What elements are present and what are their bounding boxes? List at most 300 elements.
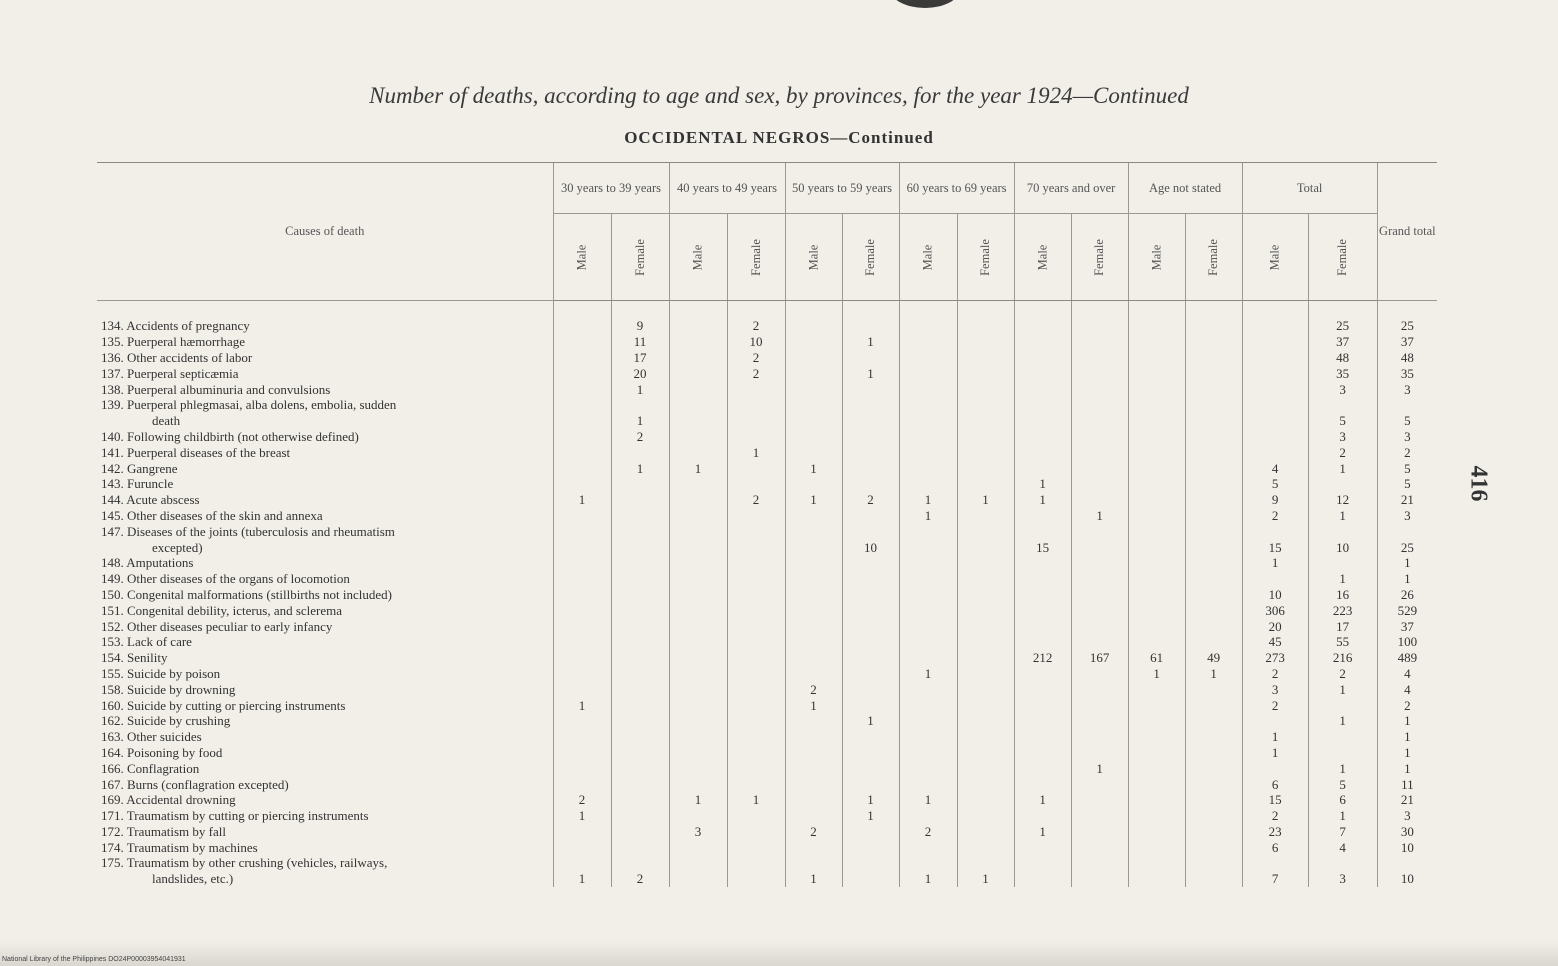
count-cell: 1 (899, 492, 957, 508)
count-cell: 10 (727, 334, 785, 350)
count-cell: 7 (1308, 824, 1377, 840)
count-cell: 1 (1014, 492, 1071, 508)
grand-total-cell: 489 (1377, 650, 1437, 666)
cause-cell: 143. Furuncle (101, 476, 174, 492)
count-cell (785, 792, 842, 808)
grand-total-cell: 5 (1377, 413, 1437, 429)
count-cell: 1 (957, 871, 1014, 887)
count-cell (1128, 460, 1185, 476)
count-cell: 61 (1128, 650, 1185, 666)
grand-total-cell: 30 (1377, 824, 1437, 840)
count-cell (957, 365, 1014, 381)
count-cell (1128, 618, 1185, 634)
count-cell (899, 618, 957, 634)
count-cell (957, 681, 1014, 697)
count-cell (1128, 839, 1185, 855)
count-cell (1071, 413, 1128, 429)
count-cell (669, 381, 727, 397)
grand-total-cell: 37 (1377, 334, 1437, 350)
count-cell (1014, 713, 1071, 729)
count-cell (957, 587, 1014, 603)
count-cell (957, 334, 1014, 350)
grand-total-cell: 21 (1377, 792, 1437, 808)
table-row (97, 413, 1437, 429)
count-cell (785, 508, 842, 524)
count-cell (727, 587, 785, 603)
count-cell (842, 413, 899, 429)
cause-cell: 158. Suicide by drowning (101, 681, 236, 697)
count-cell (611, 634, 669, 650)
cause-cell: 149. Other diseases of the organs of locomotion (101, 571, 350, 587)
count-cell (957, 429, 1014, 445)
count-cell: 1 (553, 697, 611, 713)
count-cell (957, 555, 1014, 571)
count-cell: 1 (611, 413, 669, 429)
count-cell (1014, 618, 1071, 634)
count-cell: 1 (1071, 760, 1128, 776)
count-cell (842, 729, 899, 745)
count-cell (669, 808, 727, 824)
grand-total-cell (1377, 397, 1437, 413)
count-cell (1128, 587, 1185, 603)
male-label: Male (574, 244, 589, 270)
count-cell (727, 666, 785, 682)
count-cell (1242, 365, 1308, 381)
count-cell (669, 429, 727, 445)
grand-total-cell: 35 (1377, 365, 1437, 381)
grand-total-cell: 1 (1377, 555, 1437, 571)
count-cell (1185, 839, 1242, 855)
count-cell (727, 523, 785, 539)
cause-cell: 167. Burns (conflagration excepted) (101, 776, 289, 792)
table-row (97, 555, 1437, 571)
count-cell (669, 365, 727, 381)
count-cell (1185, 792, 1242, 808)
count-cell (727, 855, 785, 871)
grand-total-cell: 48 (1377, 350, 1437, 366)
count-cell (1185, 776, 1242, 792)
count-cell (1014, 634, 1071, 650)
count-cell (611, 444, 669, 460)
count-cell (1071, 523, 1128, 539)
count-cell (899, 713, 957, 729)
count-cell (727, 745, 785, 761)
count-cell (842, 745, 899, 761)
count-cell (1128, 539, 1185, 555)
count-cell (1014, 350, 1071, 366)
count-cell (611, 587, 669, 603)
count-cell: 1 (785, 460, 842, 476)
count-cell (553, 539, 611, 555)
count-cell: 4 (1242, 460, 1308, 476)
female-label: Female (978, 238, 993, 276)
count-cell (785, 745, 842, 761)
count-cell (1014, 555, 1071, 571)
count-cell (611, 666, 669, 682)
count-cell: 4 (1308, 839, 1377, 855)
count-cell (1242, 301, 1308, 334)
count-cell (553, 460, 611, 476)
count-cell (727, 539, 785, 555)
count-cell (669, 871, 727, 887)
cause-cell: 152. Other diseases peculiar to early infancy (101, 618, 333, 634)
count-cell (553, 745, 611, 761)
table-row (97, 824, 1437, 840)
count-cell (957, 839, 1014, 855)
cause-cell: death (152, 413, 181, 429)
count-cell (1071, 301, 1128, 334)
count-cell (842, 571, 899, 587)
causes-header: Causes of death (97, 163, 553, 301)
count-cell: 2 (785, 824, 842, 840)
count-cell (957, 650, 1014, 666)
count-cell (1071, 397, 1128, 413)
count-cell (727, 760, 785, 776)
cause-cell: 142. Gangrene (101, 460, 178, 476)
count-cell (842, 460, 899, 476)
count-cell (1185, 429, 1242, 445)
count-cell (1014, 760, 1071, 776)
count-cell (1128, 697, 1185, 713)
count-cell (1071, 429, 1128, 445)
count-cell (1242, 855, 1308, 871)
count-cell (842, 301, 899, 334)
count-cell (1014, 334, 1071, 350)
count-cell (1128, 602, 1185, 618)
count-cell (1128, 334, 1185, 350)
count-cell (957, 808, 1014, 824)
count-cell (1308, 523, 1377, 539)
count-cell: 1 (1071, 508, 1128, 524)
count-cell (1185, 365, 1242, 381)
count-cell (611, 650, 669, 666)
cause-cell: 163. Other suicides (101, 729, 202, 745)
count-cell (1128, 301, 1185, 334)
table-header (97, 163, 1437, 301)
grand-total-cell: 1 (1377, 745, 1437, 761)
count-cell: 1 (1242, 745, 1308, 761)
count-cell (1014, 776, 1071, 792)
page-subtitle: OCCIDENTAL NEGROS—Continued (624, 128, 934, 147)
count-cell: 1 (1308, 460, 1377, 476)
count-cell (842, 634, 899, 650)
count-cell (842, 381, 899, 397)
male-header (1128, 214, 1185, 301)
count-cell: 10 (1308, 539, 1377, 555)
count-cell: 1 (553, 808, 611, 824)
count-cell: 1 (1014, 824, 1071, 840)
count-cell (1014, 444, 1071, 460)
count-cell: 2 (727, 492, 785, 508)
female-header (957, 214, 1014, 301)
count-cell (553, 334, 611, 350)
count-cell (1185, 413, 1242, 429)
count-cell (842, 429, 899, 445)
count-cell (899, 350, 957, 366)
female-label: Female (632, 238, 647, 276)
count-cell (669, 350, 727, 366)
count-cell (553, 571, 611, 587)
count-cell: 2 (899, 824, 957, 840)
count-cell (957, 444, 1014, 460)
count-cell: 1 (1242, 555, 1308, 571)
count-cell (1071, 792, 1128, 808)
count-cell (899, 681, 957, 697)
count-cell (669, 301, 727, 334)
count-cell (1071, 855, 1128, 871)
count-cell (1185, 381, 1242, 397)
count-cell (1242, 429, 1308, 445)
count-cell (553, 365, 611, 381)
grand-total-cell: 5 (1377, 476, 1437, 492)
count-cell: 1 (785, 492, 842, 508)
count-cell (611, 571, 669, 587)
count-cell: 3 (669, 824, 727, 840)
count-cell (611, 508, 669, 524)
count-cell (727, 555, 785, 571)
count-cell (899, 697, 957, 713)
count-cell (1071, 618, 1128, 634)
count-cell (899, 745, 957, 761)
count-cell: 2 (611, 429, 669, 445)
count-cell (842, 666, 899, 682)
count-cell (1242, 760, 1308, 776)
count-cell (899, 460, 957, 476)
count-cell (957, 381, 1014, 397)
count-cell (957, 476, 1014, 492)
grand-total-cell: 2 (1377, 444, 1437, 460)
count-cell (727, 729, 785, 745)
count-cell (1185, 444, 1242, 460)
count-cell (842, 776, 899, 792)
grand-total-cell: 37 (1377, 618, 1437, 634)
count-cell (1014, 429, 1071, 445)
table-row (97, 745, 1437, 761)
cause-cell: 148. Amputations (101, 555, 194, 571)
count-cell (1242, 713, 1308, 729)
grand-total-cell: 3 (1377, 381, 1437, 397)
count-cell (1014, 602, 1071, 618)
count-cell (785, 650, 842, 666)
count-cell (785, 381, 842, 397)
count-cell (957, 460, 1014, 476)
male-header (1242, 214, 1308, 301)
count-cell: 11 (611, 334, 669, 350)
count-cell (785, 555, 842, 571)
age-group-header: 50 years to 59 years (785, 163, 899, 214)
count-cell: 9 (611, 301, 669, 334)
count-cell (785, 571, 842, 587)
table-row (97, 808, 1437, 824)
count-cell (899, 444, 957, 460)
count-cell (553, 301, 611, 334)
grand-total-cell: 1 (1377, 760, 1437, 776)
count-cell (611, 476, 669, 492)
grand-total-header: Grand total (1377, 163, 1437, 301)
count-cell (1071, 776, 1128, 792)
count-cell (1242, 381, 1308, 397)
grand-total-cell: 529 (1377, 602, 1437, 618)
page-title: Number of deaths, according to age and sex, by provinces, for the year 1924—Continued (369, 83, 1189, 108)
count-cell: 2 (727, 301, 785, 334)
count-cell (1185, 301, 1242, 334)
count-cell: 2 (1242, 697, 1308, 713)
count-cell (1185, 618, 1242, 634)
count-cell (669, 681, 727, 697)
cause-cell: 145. Other diseases of the skin and annexa (101, 507, 323, 523)
count-cell (553, 397, 611, 413)
table-row (97, 476, 1437, 492)
count-cell (842, 444, 899, 460)
cause-cell: 137. Puerperal septicæmia (101, 365, 239, 381)
table-row (97, 460, 1437, 476)
count-cell: 1 (785, 697, 842, 713)
count-cell (1128, 381, 1185, 397)
count-cell: 2 (1308, 444, 1377, 460)
count-cell: 6 (1242, 839, 1308, 855)
count-cell (899, 397, 957, 413)
count-cell: 55 (1308, 634, 1377, 650)
count-cell: 1 (727, 444, 785, 460)
cause-cell: 139. Puerperal phlegmasai, alba dolens, embolia, sudden (101, 397, 397, 413)
count-cell (1014, 365, 1071, 381)
count-cell (1071, 492, 1128, 508)
count-cell (1185, 745, 1242, 761)
count-cell (727, 429, 785, 445)
grand-total-cell: 26 (1377, 587, 1437, 603)
count-cell: 10 (842, 539, 899, 555)
count-cell (553, 634, 611, 650)
count-cell (1242, 571, 1308, 587)
count-cell (842, 697, 899, 713)
count-cell: 16 (1308, 587, 1377, 603)
table-row (97, 301, 1437, 334)
count-cell: 45 (1242, 634, 1308, 650)
table-row (97, 350, 1437, 366)
count-cell (842, 681, 899, 697)
count-cell: 2 (727, 365, 785, 381)
count-cell (611, 492, 669, 508)
count-cell (842, 350, 899, 366)
count-cell (669, 697, 727, 713)
count-cell: 15 (1014, 539, 1071, 555)
count-cell (727, 839, 785, 855)
count-cell (957, 350, 1014, 366)
count-cell (1014, 460, 1071, 476)
count-cell (727, 508, 785, 524)
count-cell (669, 602, 727, 618)
male-label: Male (1267, 244, 1282, 270)
count-cell: 2 (842, 492, 899, 508)
count-cell: 1 (1308, 681, 1377, 697)
grand-total-cell: 25 (1377, 539, 1437, 555)
count-cell (669, 476, 727, 492)
cause-cell: 169. Accidental drowning (101, 792, 236, 808)
count-cell (553, 350, 611, 366)
cause-cell: 166. Conflagration (101, 760, 200, 776)
cause-cell: 160. Suicide by cutting or piercing instruments (101, 697, 346, 713)
count-cell: 12 (1308, 492, 1377, 508)
count-cell: 17 (611, 350, 669, 366)
cause-cell: excepted) (152, 539, 203, 555)
count-cell (785, 602, 842, 618)
count-cell (611, 681, 669, 697)
count-cell (1185, 713, 1242, 729)
count-cell (611, 760, 669, 776)
count-cell (785, 634, 842, 650)
count-cell (1185, 634, 1242, 650)
count-cell: 15 (1242, 792, 1308, 808)
count-cell (1185, 602, 1242, 618)
count-cell (1071, 539, 1128, 555)
count-cell (1308, 729, 1377, 745)
count-cell (1242, 397, 1308, 413)
count-cell (669, 839, 727, 855)
table-row (97, 618, 1437, 634)
count-cell (1014, 808, 1071, 824)
cause-cell: 135. Puerperal hæmorrhage (101, 334, 246, 350)
count-cell (1128, 681, 1185, 697)
count-cell (785, 413, 842, 429)
count-cell (1185, 587, 1242, 603)
male-header (899, 214, 957, 301)
count-cell (1014, 681, 1071, 697)
cause-cell: 147. Diseases of the joints (tuberculosis and rheumatism (101, 523, 395, 539)
count-cell: 1 (957, 492, 1014, 508)
count-cell (1128, 365, 1185, 381)
count-cell (1014, 397, 1071, 413)
count-cell (669, 855, 727, 871)
grand-total-cell (1377, 855, 1437, 871)
count-cell (842, 397, 899, 413)
count-cell (1071, 824, 1128, 840)
count-cell (611, 808, 669, 824)
count-cell (785, 301, 842, 334)
count-cell: 1 (1185, 666, 1242, 682)
count-cell (785, 429, 842, 445)
table-row (97, 587, 1437, 603)
count-cell (1071, 681, 1128, 697)
age-group-header: Total (1242, 163, 1377, 214)
count-cell: 2 (1308, 666, 1377, 682)
grand-total-cell: 5 (1377, 460, 1437, 476)
count-cell: 3 (1308, 381, 1377, 397)
count-cell: 7 (1242, 871, 1308, 887)
count-cell: 3 (1242, 681, 1308, 697)
count-cell: 1 (1014, 792, 1071, 808)
count-cell (899, 523, 957, 539)
count-cell (1071, 729, 1128, 745)
grand-total-cell: 100 (1377, 634, 1437, 650)
table-row (97, 666, 1437, 682)
table-row (97, 429, 1437, 445)
count-cell (553, 776, 611, 792)
count-cell (669, 334, 727, 350)
count-cell: 2 (1242, 808, 1308, 824)
count-cell (957, 792, 1014, 808)
count-cell (842, 871, 899, 887)
count-cell (785, 618, 842, 634)
count-cell (1185, 476, 1242, 492)
count-cell: 1 (1308, 808, 1377, 824)
table-row (97, 760, 1437, 776)
count-cell (785, 444, 842, 460)
table-row (97, 839, 1437, 855)
count-cell (727, 634, 785, 650)
cause-cell: 155. Suicide by poison (101, 665, 221, 681)
count-cell (553, 444, 611, 460)
count-cell: 2 (553, 792, 611, 808)
